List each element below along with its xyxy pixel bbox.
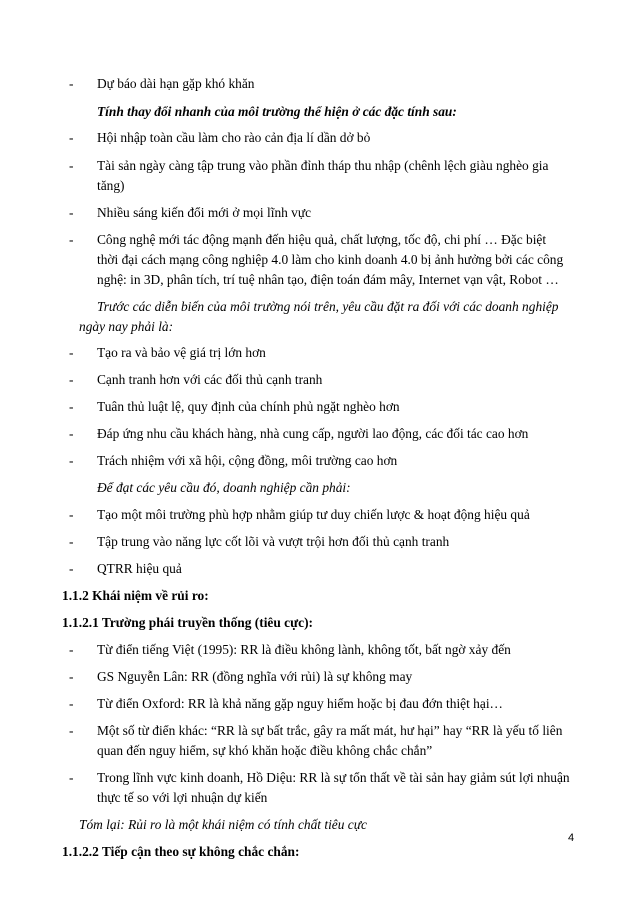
bullet-text: Công nghệ mới tác động mạnh đến hiệu quả, chất lượng, tốc độ, chi phí … Đặc biệt bbox=[97, 232, 547, 247]
bullet-text-continued: thời đại cách mạng công nghiệp 4.0 làm cho kinh doanh 4.0 bị ảnh hưởng bởi các công bbox=[97, 252, 564, 267]
bullet-dash: - bbox=[69, 453, 74, 468]
bullet-text: Tài sản ngày càng tập trung vào phần đỉnh tháp thu nhập (chênh lệch giàu nghèo gia bbox=[97, 158, 549, 173]
bullet-text: GS Nguyễn Lân: RR (đồng nghĩa với rủi) là sự không may bbox=[97, 669, 413, 684]
bullet-text: Dự báo dài hạn gặp khó khăn bbox=[97, 76, 255, 91]
italic-paragraph: Trước các diễn biến của môi trường nói trên, yêu cầu đặt ra đối với các doanh nghiệp bbox=[97, 299, 559, 314]
bullet-text: Tạo ra và bảo vệ giá trị lớn hơn bbox=[97, 345, 266, 360]
bullet-text: Trách nhiệm với xã hội, cộng đồng, môi trường cao hơn bbox=[97, 453, 398, 468]
bullet-dash: - bbox=[69, 205, 74, 220]
section-lead-emphasis: Tính thay đổi nhanh của môi trường thể hiện ở các đặc tính sau: bbox=[97, 104, 457, 119]
bullet-text: Tuân thủ luật lệ, quy định của chính phủ ngặt nghèo hơn bbox=[97, 399, 400, 414]
bullet-text: Trong lĩnh vực kinh doanh, Hồ Diệu: RR là sự tổn thất về tài sản hay giảm sút lợi nhuận bbox=[97, 770, 570, 785]
bullet-dash: - bbox=[69, 76, 74, 91]
bullet-text: Tạo một môi trường phù hợp nhằm giúp tư duy chiến lược & hoạt động hiệu quả bbox=[97, 507, 530, 522]
bullet-dash: - bbox=[69, 345, 74, 360]
bullet-dash: - bbox=[69, 426, 74, 441]
subsection-heading: 1.1.2.1 Trường phái truyền thống (tiêu cực): bbox=[62, 615, 314, 630]
bullet-dash: - bbox=[69, 696, 74, 711]
bullet-dash: - bbox=[69, 723, 74, 738]
bullet-text: QTRR hiệu quả bbox=[97, 561, 182, 576]
bullet-text: Nhiều sáng kiến đổi mới ở mọi lĩnh vực bbox=[97, 205, 312, 220]
bullet-text: Cạnh tranh hơn với các đối thủ cạnh tranh bbox=[97, 372, 323, 387]
summary-italic: Tóm lại: Rủi ro là một khái niệm có tính chất tiêu cực bbox=[79, 817, 367, 832]
bullet-dash: - bbox=[69, 372, 74, 387]
bullet-dash: - bbox=[69, 158, 74, 173]
bullet-text-continued: quan đến nguy hiểm, sự khó khăn hoặc điều không chắc chắn” bbox=[97, 743, 433, 758]
subsection-heading: 1.1.2.2 Tiếp cận theo sự không chắc chắn: bbox=[62, 844, 300, 859]
bullet-dash: - bbox=[69, 399, 74, 414]
bullet-text: Từ điển Oxford: RR là khả năng gặp nguy hiểm hoặc bị đau đớn thiệt hại… bbox=[97, 696, 503, 711]
bullet-dash: - bbox=[69, 534, 74, 549]
bullet-dash: - bbox=[69, 642, 74, 657]
bullet-text: Từ điển tiếng Việt (1995): RR là điều không lành, không tốt, bất ngờ xảy đến bbox=[97, 642, 511, 657]
italic-paragraph-continued: ngày nay phải là: bbox=[79, 319, 174, 334]
bullet-dash: - bbox=[69, 561, 74, 576]
bullet-text: Đáp ứng nhu cầu khách hàng, nhà cung cấp, người lao động, các đối tác cao hơn bbox=[97, 426, 529, 441]
page-number: 4 bbox=[568, 832, 575, 844]
bullet-text-continued: tăng) bbox=[97, 178, 125, 193]
bullet-text: Tập trung vào năng lực cốt lõi và vượt trội hơn đối thủ cạnh tranh bbox=[97, 534, 450, 549]
bullet-text: Hội nhập toàn cầu làm cho rào cản địa lí dần dở bỏ bbox=[97, 130, 371, 145]
bullet-dash: - bbox=[69, 507, 74, 522]
section-heading: 1.1.2 Khái niệm về rủi ro: bbox=[62, 588, 209, 603]
italic-paragraph: Để đạt các yêu cầu đó, doanh nghiệp cần phải: bbox=[97, 480, 351, 495]
bullet-text-continued: thực tế so với lợi nhuận dự kiến bbox=[97, 790, 268, 805]
bullet-dash: - bbox=[69, 130, 74, 145]
bullet-text-continued: nghệ: in 3D, phân tích, trí tuệ nhân tạo, điện toán đám mây, Internet vạn vật, Robot … bbox=[97, 272, 559, 287]
bullet-dash: - bbox=[69, 770, 74, 785]
bullet-text: Một số từ điển khác: “RR là sự bất trắc, gây ra mất mát, hư hại” hay “RR là yếu tố liên bbox=[97, 723, 563, 738]
bullet-dash: - bbox=[69, 669, 74, 684]
bullet-dash: - bbox=[69, 232, 74, 247]
